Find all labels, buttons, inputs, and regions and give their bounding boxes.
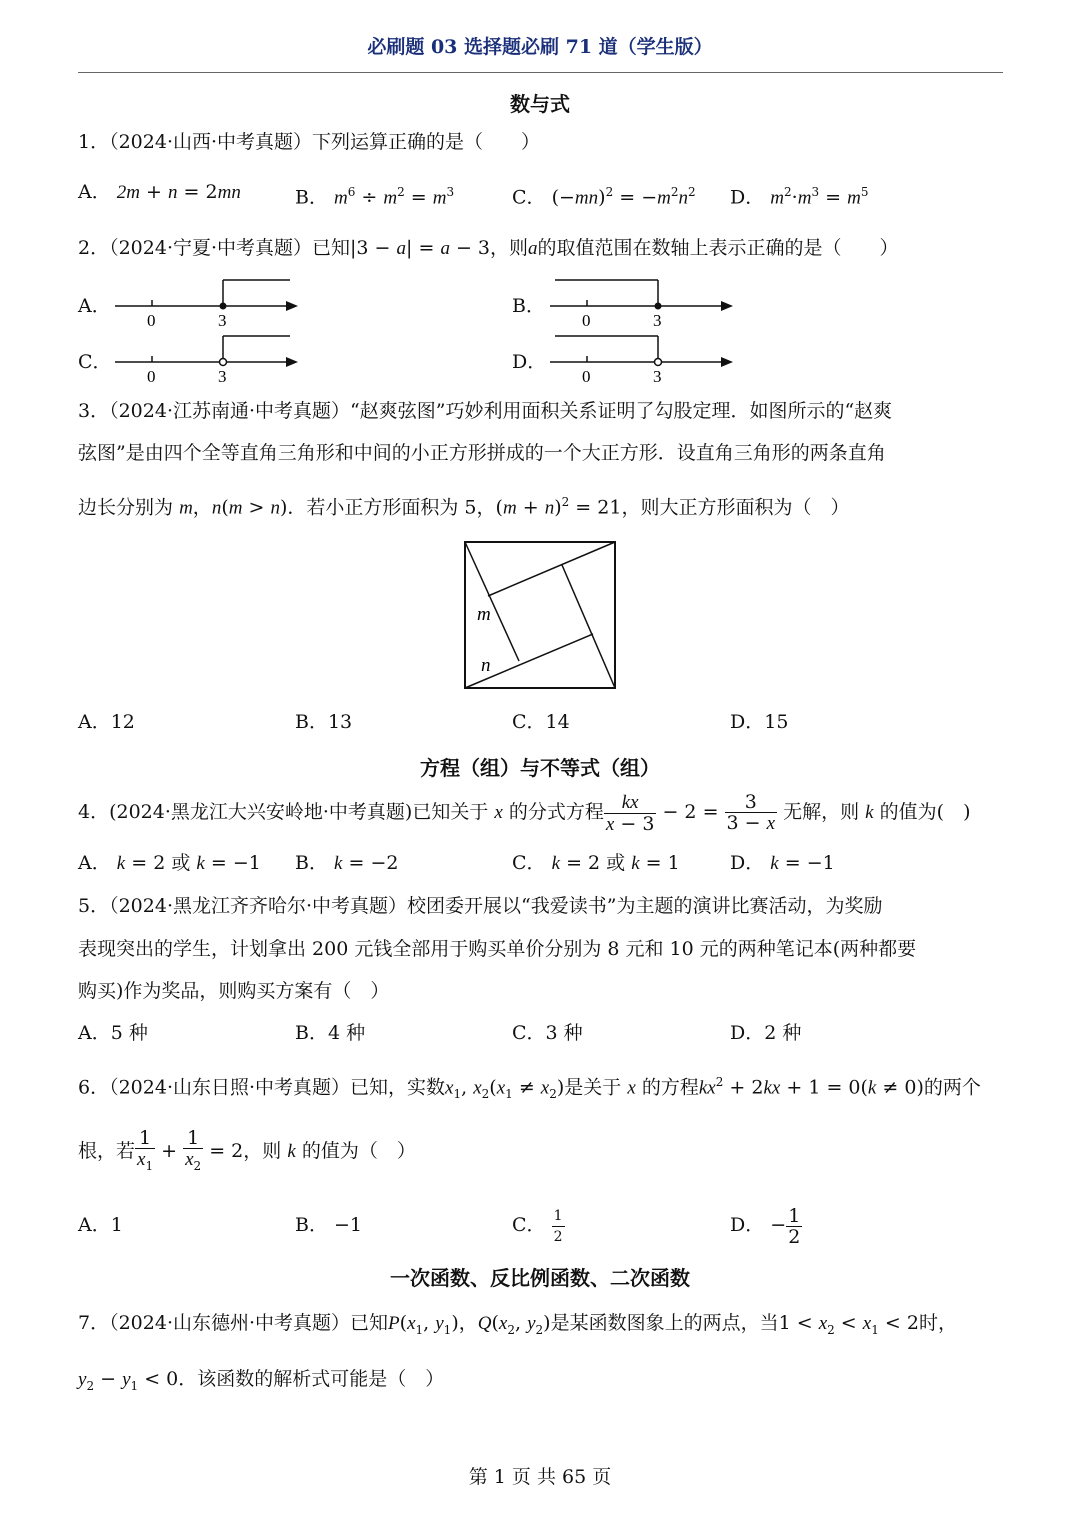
question-5-line-3: 购买)作为奖品，则购买方案有（ ） — [78, 980, 390, 1002]
question-2-stem: 2．（2024·宁夏·中考真题）已知|3 − a| = a − 3，则a的取值范围在数轴上表示正确的是（ ） — [78, 237, 899, 259]
q3-option-d: D．15 — [730, 711, 789, 733]
q1-option-a: A． 2m + n = 2mn — [78, 181, 241, 203]
question-3-line-2: 弦图”是由四个全等直角三角形和中间的小正方形拼成的一个大正方形．设直角三角形的两条直角 — [78, 442, 886, 464]
q4-option-a: A． k = 2 或 k = −1 — [78, 852, 261, 874]
question-4-stem: 4．(2024·黑龙江大兴安岭地·中考真题)已知关于 x 的分式方程 $\frac{kx}{x - 3}$ − 2 = $\frac{3}{3 - x}$ 无解，则 k 的值为( ) — [78, 791, 971, 835]
q5-option-b: B．4 种 — [295, 1022, 366, 1044]
q6-option-b: B． −1 — [295, 1214, 363, 1236]
q4-option-c: C． k = 2 或 k = 1 — [512, 852, 680, 874]
svg-text:m: m — [477, 604, 491, 625]
svg-text:0: 0 — [582, 311, 591, 330]
q1-option-b: B． $m^6 \div m^2 = m^3$ — [295, 185, 455, 209]
q4-option-b: B． k = −2 — [295, 852, 399, 874]
svg-text:0: 0 — [147, 367, 156, 386]
question-6-line-1: 6．（2024·山东日照·中考真题）已知，实数$x_1$, $x_2(x_1 \ne x_2)$是关于 x 的方程$kx^2 + 2kx + 1 = 0(k \ne 0)$的两个 — [78, 1075, 981, 1102]
q2-option-d-numberline — [545, 328, 745, 388]
page-footer: 第 1 页 共 65 页 — [468, 1466, 612, 1488]
q2-option-a-numberline — [110, 272, 310, 332]
svg-text:n: n — [481, 655, 491, 676]
question-5-line-2: 表现突出的学生，计划拿出 200 元钱全部用于购买单价分别为 8 元和 10 元的两种笔记本(两种都要 — [78, 938, 917, 960]
q3-option-b: B．13 — [295, 711, 353, 733]
q2-option-d-label: D． — [512, 351, 547, 373]
svg-text:0: 0 — [582, 367, 591, 386]
q3-option-c: C．14 — [512, 711, 570, 733]
q2-option-b-numberline — [545, 272, 745, 332]
zhao-shuang-figure — [460, 537, 620, 693]
question-5-line-1: 5．（2024·黑龙江齐齐哈尔·中考真题）校团委开展以“我爱读书”为主题的演讲比赛活动，为奖励 — [78, 895, 883, 917]
svg-text:3: 3 — [653, 311, 662, 330]
svg-text:3: 3 — [218, 311, 227, 330]
question-3-line-3: 边长分别为 m，n(m > n)．若小正方形面积为 5，$(m + n)^2 = 21$，则大正方形面积为（ ） — [78, 495, 850, 519]
q5-option-d: D．2 种 — [730, 1022, 802, 1044]
q6-option-a: A．1 — [78, 1214, 123, 1236]
q1-option-c: C． $(-mn)^2 = -m^2n^2$ — [512, 185, 696, 209]
q2-option-a-label: A． — [78, 295, 111, 317]
q6-option-c: C． $\frac{1}{2}$ — [512, 1207, 563, 1245]
q2-option-c-label: C． — [78, 351, 112, 373]
page-header-title: 必刷题 03 选择题必刷 71 道（学生版） — [367, 36, 713, 58]
q5-option-c: C．3 种 — [512, 1022, 583, 1044]
section-title-functions: 一次函数、反比例函数、二次函数 — [390, 1266, 690, 1290]
question-7-line-1: 7．（2024·山东德州·中考真题）已知$P(x_1$, $y_1$)，$Q(x_2$, $y_2$)是某函数图象上的两点，当$1 < x_2 < x_1 < 2$时， — [78, 1312, 957, 1337]
svg-text:3: 3 — [653, 367, 662, 386]
q4-option-d: D． k = −1 — [730, 852, 835, 874]
q3-option-a: A．12 — [78, 711, 135, 733]
svg-text:3: 3 — [218, 367, 227, 386]
question-3-line-1: 3．（2024·江苏南通·中考真题）“赵爽弦图”巧妙利用面积关系证明了勾股定理．如图所示的“赵爽 — [78, 400, 893, 422]
question-6-line-2: 根，若 $\frac{1}{x_1}$ + $\frac{1}{x_2}$ = 2，则 k 的值为（ ） — [78, 1127, 416, 1173]
svg-text:0: 0 — [147, 311, 156, 330]
question-1-stem: 1．（2024·山西·中考真题）下列运算正确的是（ ） — [78, 131, 541, 153]
q2-option-b-label: B． — [512, 295, 545, 317]
q2-option-c-numberline — [110, 328, 310, 388]
q6-option-d: D． − $\frac{1}{2}$ — [730, 1204, 801, 1248]
section-title-equations: 方程（组）与不等式（组） — [420, 756, 660, 780]
header-rule — [78, 72, 1003, 73]
question-7-line-2: $y_2 - y_1 < 0$．该函数的解析式可能是（ ） — [78, 1368, 445, 1393]
q1-option-d: D． $m^2\cdot m^3 = m^5$ — [730, 185, 869, 209]
section-title-numbers: 数与式 — [510, 92, 570, 116]
q5-option-a: A．5 种 — [78, 1022, 148, 1044]
